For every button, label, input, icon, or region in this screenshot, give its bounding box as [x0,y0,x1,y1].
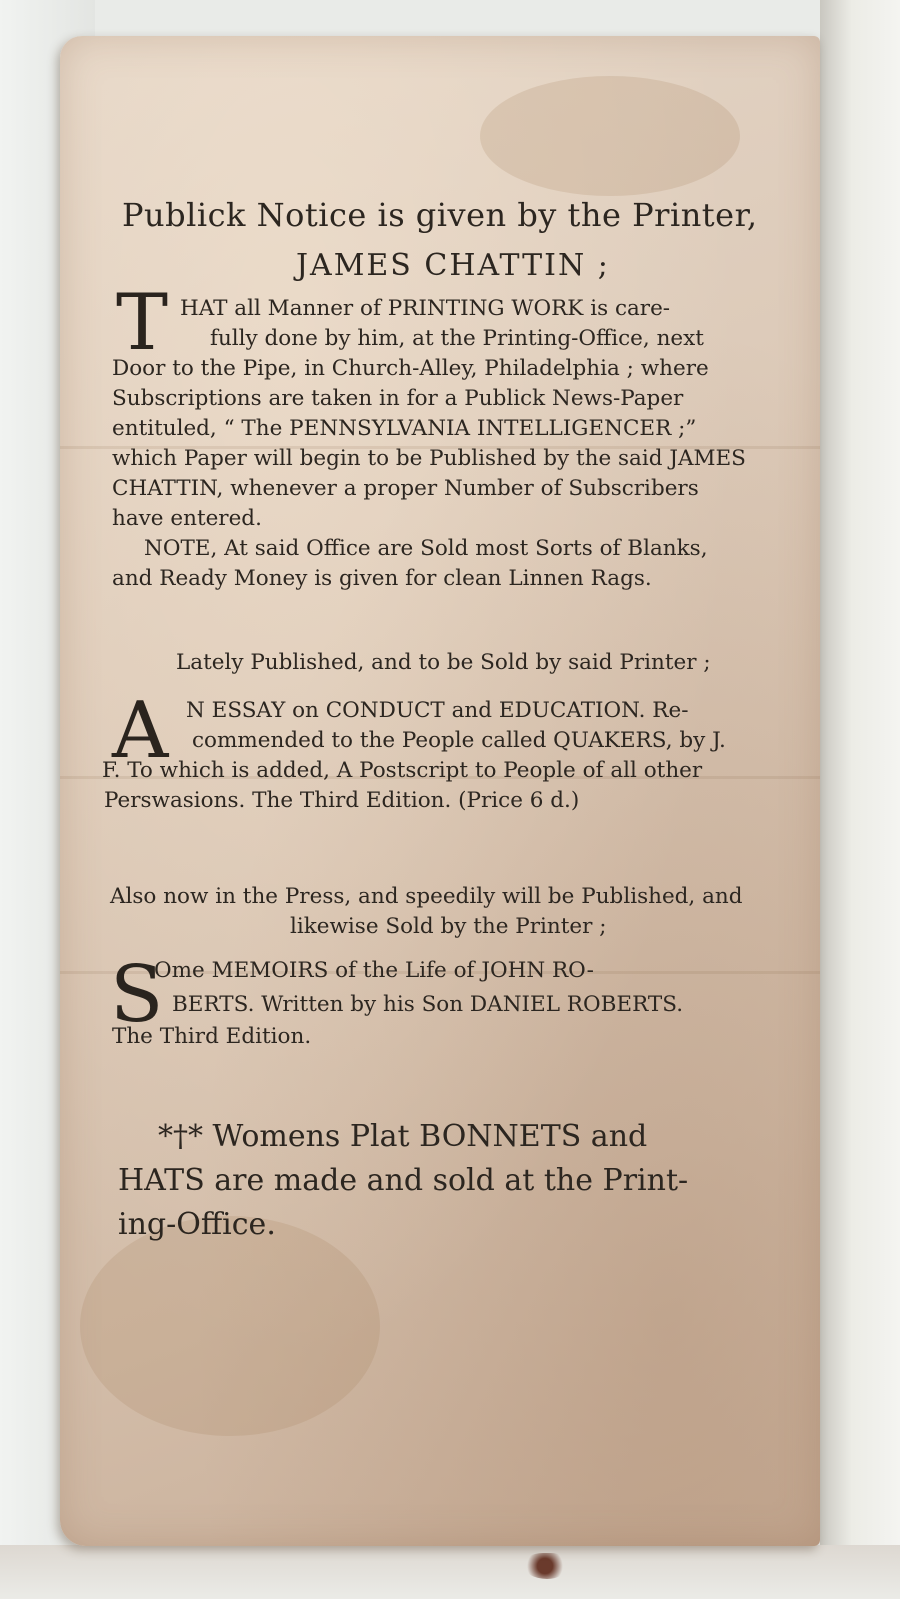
lately-heading: Lately Published, and to be Sold by said Printer ; [176,650,711,675]
notice-title: Publick Notice is given by the Printer, [122,196,758,234]
bonnets-line: ing-Office. [118,1207,276,1242]
press-heading: likewise Sold by the Printer ; [290,914,607,939]
binding-thread [523,1553,567,1579]
notice-line: which Paper will begin to be Published by the said JAMES [112,446,746,471]
backdrop-bottom [0,1545,900,1599]
notice-line: CHATTIN, whenever a proper Number of Subscribers [112,476,699,501]
notice-dropcap: T [116,278,169,368]
bonnets-line: HATS are made and sold at the Print- [118,1163,689,1198]
book-spine-edge [820,0,900,1599]
lately-line: N ESSAY on CONDUCT and EDUCATION. Re- [186,698,689,723]
notice-line: HAT all Manner of PRINTING WORK is care- [180,296,671,321]
notice-line: fully done by him, at the Printing-Office, next [210,326,704,351]
paper-stain [80,1216,380,1436]
notice-note-line: and Ready Money is given for clean Linnen Rags. [112,566,652,591]
notice-printer-name: JAMES CHATTIN ; [296,248,610,283]
press-heading: Also now in the Press, and speedily will be Published, and [110,884,743,909]
press-line: BERTS. Written by his Son DANIEL ROBERTS. [172,992,684,1017]
notice-line: entituled, “ The PENNSYLVANIA INTELLIGENCER ;” [112,416,697,441]
lately-line: F. To which is added, A Postscript to People of all other [102,758,703,783]
paper-stain [480,76,740,196]
notice-line: Door to the Pipe, in Church-Alley, Philadelphia ; where [112,356,709,381]
notice-note-line: NOTE, At said Office are Sold most Sorts of Blanks, [144,536,708,561]
press-dropcap: S [110,950,164,1040]
lately-line: Perswasions. The Third Edition. (Price 6 d.) [104,788,580,813]
notice-line: Subscriptions are taken in for a Publick News-Paper [112,386,684,411]
lately-dropcap: A [112,686,169,776]
lately-line: commended to the People called QUAKERS, by J. [192,728,726,753]
bonnets-line: *†* Womens Plat BONNETS and [158,1119,648,1154]
press-line: The Third Edition. [112,1024,312,1049]
notice-line: have entered. [112,506,262,531]
press-line: Ome MEMOIRS of the Life of JOHN RO- [154,958,594,983]
printed-page [60,36,820,1546]
